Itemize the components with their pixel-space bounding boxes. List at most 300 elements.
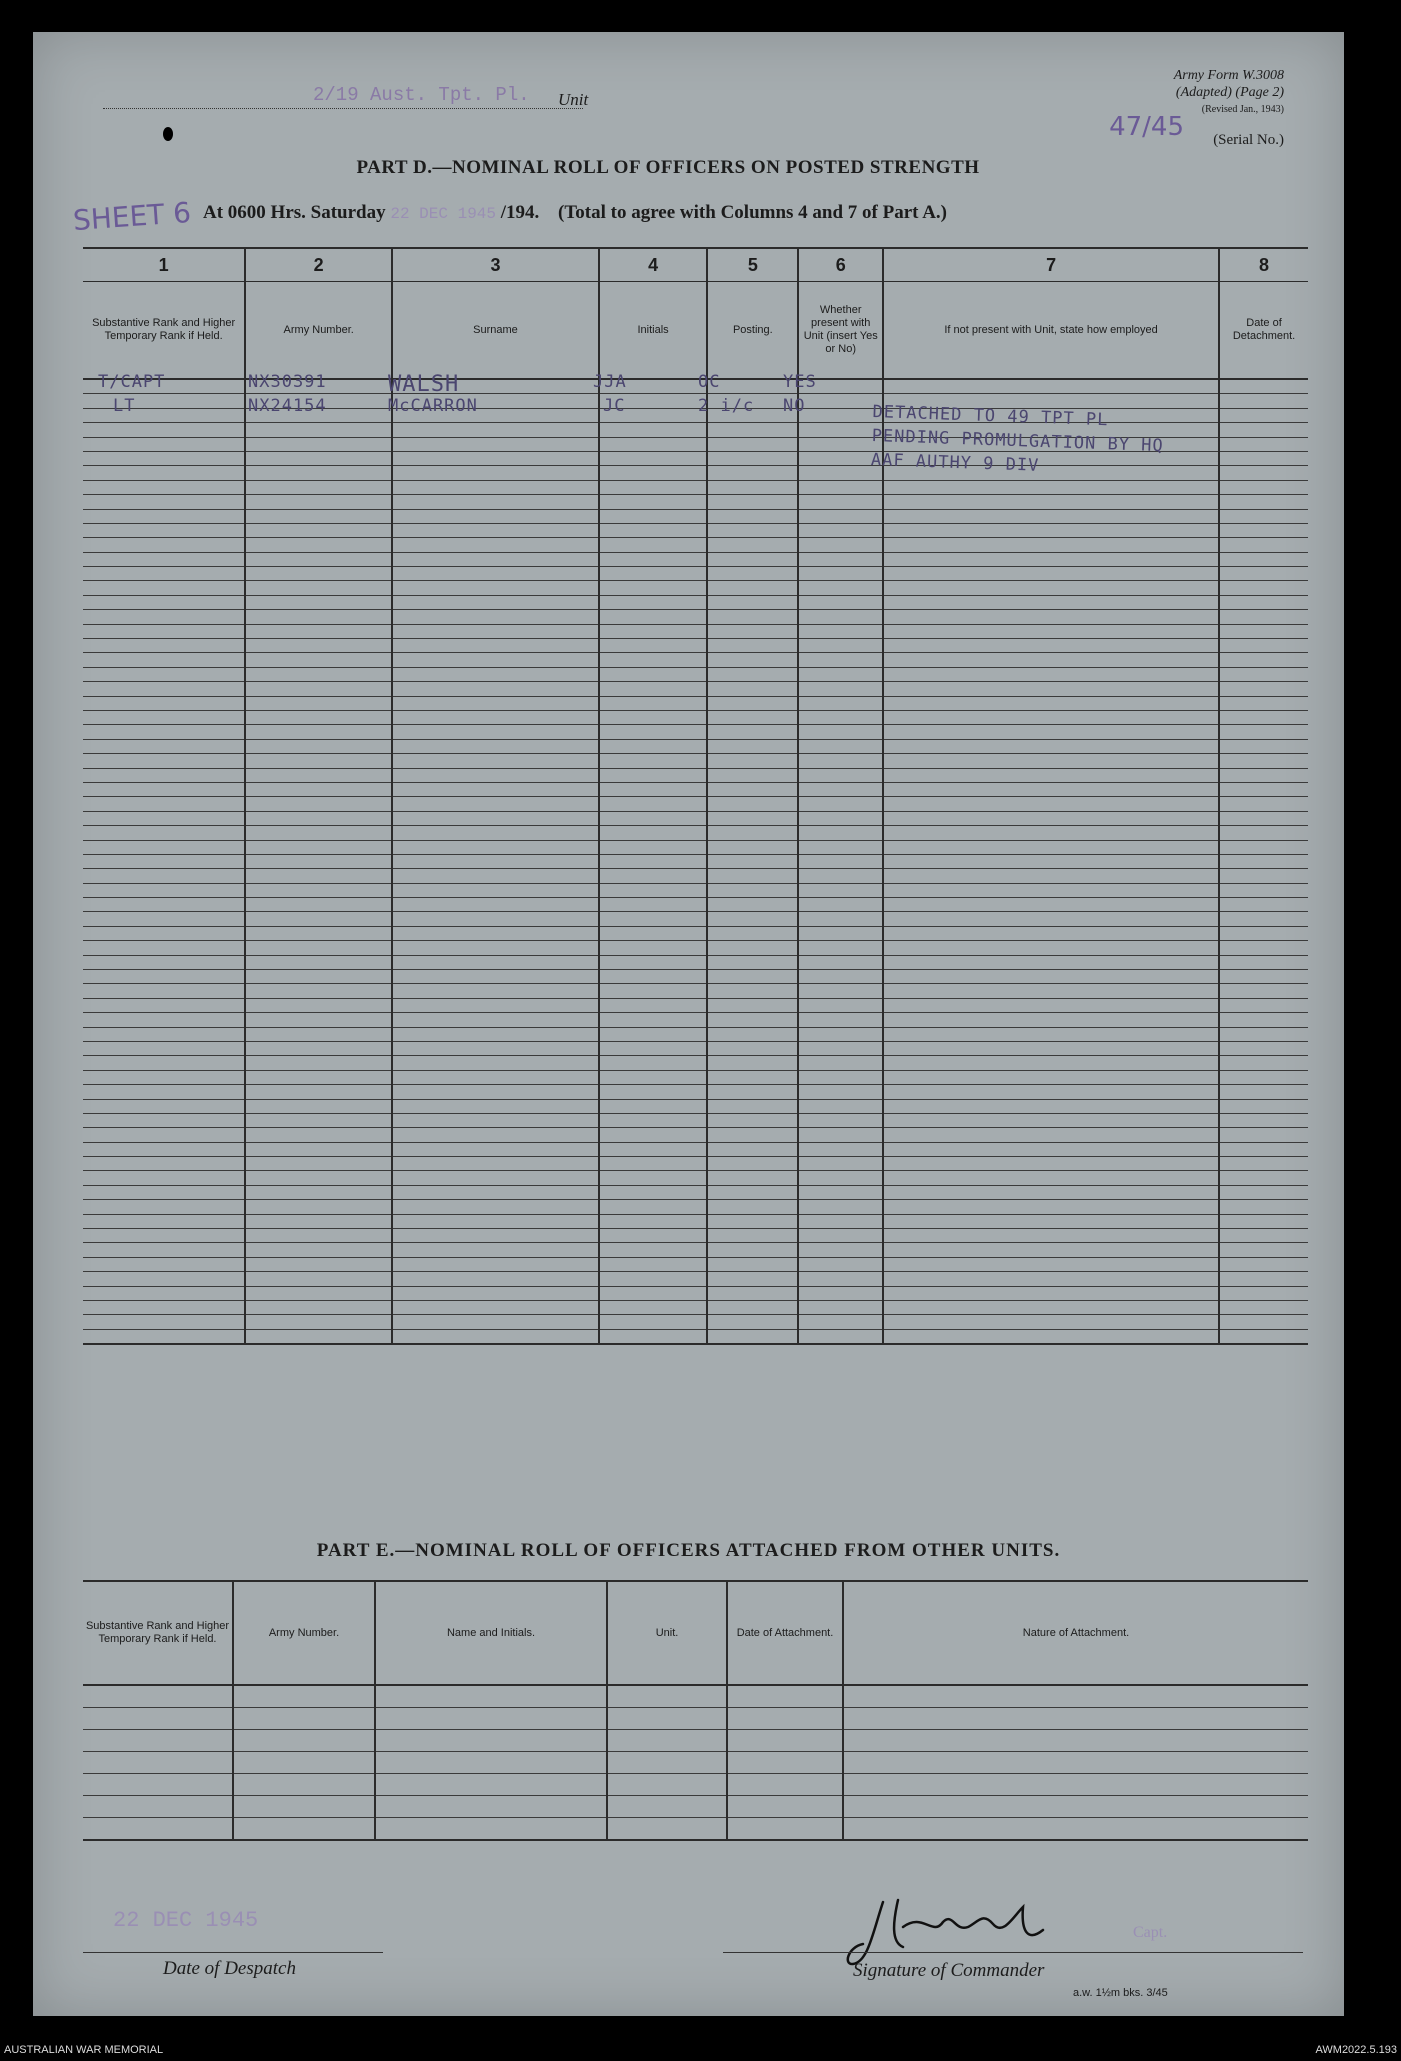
table-cell bbox=[798, 1070, 883, 1084]
table-cell bbox=[798, 696, 883, 710]
table-cell bbox=[83, 984, 245, 998]
table-cell bbox=[798, 1315, 883, 1329]
table-cell bbox=[798, 1243, 883, 1257]
table-cell bbox=[707, 509, 798, 523]
table-cell bbox=[798, 826, 883, 840]
table-cell bbox=[883, 610, 1219, 624]
table-cell bbox=[798, 480, 883, 494]
entry-surname: WALSH bbox=[388, 372, 460, 397]
table-row bbox=[83, 610, 1308, 624]
table-row bbox=[83, 581, 1308, 595]
table-cell bbox=[798, 970, 883, 984]
table-cell bbox=[707, 696, 798, 710]
table-cell bbox=[607, 1685, 727, 1708]
table-cell bbox=[707, 610, 798, 624]
table-cell bbox=[707, 754, 798, 768]
table-cell bbox=[727, 1708, 843, 1730]
table-cell bbox=[1219, 1257, 1308, 1271]
table-cell bbox=[883, 1200, 1219, 1214]
table-cell bbox=[245, 1142, 392, 1156]
printer-note: a.w. 1½m bks. 3/45 bbox=[1073, 1987, 1168, 1999]
table-cell bbox=[599, 912, 708, 926]
date-suffix: /194. bbox=[500, 202, 540, 223]
table-row bbox=[83, 1056, 1308, 1070]
table-cell bbox=[599, 1027, 708, 1041]
table-cell bbox=[798, 1085, 883, 1099]
table-cell bbox=[599, 1013, 708, 1027]
table-cell bbox=[707, 941, 798, 955]
table-cell bbox=[707, 1200, 798, 1214]
table-cell bbox=[883, 667, 1219, 681]
table-cell bbox=[599, 437, 708, 451]
table-cell bbox=[883, 955, 1219, 969]
col-header-rank: Substantive Rank and Higher Temporary Rank if Held. bbox=[83, 282, 245, 380]
table-cell bbox=[1219, 1214, 1308, 1228]
table-cell bbox=[83, 797, 245, 811]
table-cell bbox=[83, 811, 245, 825]
serial-label: (Serial No.) bbox=[1213, 132, 1284, 148]
table-cell bbox=[83, 552, 245, 566]
table-cell bbox=[83, 1041, 245, 1055]
table-cell bbox=[599, 1272, 708, 1286]
col-header-army-number: Army Number. bbox=[245, 282, 392, 380]
serial-number: 47/45 bbox=[1109, 112, 1184, 142]
table-cell bbox=[798, 682, 883, 696]
table-cell bbox=[83, 1171, 245, 1185]
table-cell bbox=[1219, 696, 1308, 710]
table-cell bbox=[392, 509, 599, 523]
table-cell bbox=[883, 782, 1219, 796]
at-date-line bbox=[203, 202, 947, 224]
table-row bbox=[83, 653, 1308, 667]
table-cell bbox=[83, 1013, 245, 1027]
table-cell bbox=[707, 970, 798, 984]
table-row bbox=[83, 682, 1308, 696]
table-cell bbox=[83, 610, 245, 624]
table-cell bbox=[245, 1157, 392, 1171]
table-cell bbox=[599, 1243, 708, 1257]
table-cell bbox=[798, 538, 883, 552]
table-cell bbox=[883, 595, 1219, 609]
table-cell bbox=[599, 1113, 708, 1127]
table-cell bbox=[245, 682, 392, 696]
table-cell bbox=[599, 826, 708, 840]
table-cell bbox=[798, 495, 883, 509]
table-row bbox=[83, 1027, 1308, 1041]
table-cell bbox=[1219, 1113, 1308, 1127]
table-cell bbox=[1219, 1027, 1308, 1041]
table-cell bbox=[883, 581, 1219, 595]
table-cell bbox=[83, 1200, 245, 1214]
table-row bbox=[83, 782, 1308, 796]
table-cell bbox=[798, 639, 883, 653]
col-number: 1 bbox=[83, 248, 245, 282]
table-cell bbox=[883, 696, 1219, 710]
table-cell bbox=[245, 869, 392, 883]
table-row bbox=[83, 1708, 1308, 1730]
table-cell bbox=[83, 595, 245, 609]
table-cell bbox=[707, 1142, 798, 1156]
table-cell bbox=[245, 1070, 392, 1084]
table-row bbox=[83, 1013, 1308, 1027]
table-cell bbox=[599, 869, 708, 883]
col-number: 4 bbox=[599, 248, 708, 282]
table-cell bbox=[392, 1099, 599, 1113]
table-cell bbox=[83, 768, 245, 782]
table-cell bbox=[798, 1041, 883, 1055]
table-cell bbox=[1219, 840, 1308, 854]
table-cell bbox=[599, 739, 708, 753]
table-cell bbox=[1219, 768, 1308, 782]
table-cell bbox=[392, 423, 599, 437]
table-cell bbox=[83, 1157, 245, 1171]
table-cell bbox=[245, 595, 392, 609]
table-cell bbox=[707, 1113, 798, 1127]
table-cell bbox=[798, 869, 883, 883]
table-cell bbox=[1219, 595, 1308, 609]
table-cell bbox=[392, 1171, 599, 1185]
table-cell bbox=[798, 1286, 883, 1300]
table-cell bbox=[83, 480, 245, 494]
table-cell bbox=[392, 768, 599, 782]
col-number: 2 bbox=[245, 248, 392, 282]
table-cell bbox=[83, 970, 245, 984]
table-cell bbox=[798, 394, 883, 408]
table-cell bbox=[707, 710, 798, 724]
table-cell bbox=[798, 797, 883, 811]
col-header-employed: If not present with Unit, state how employed bbox=[883, 282, 1219, 380]
table-cell bbox=[83, 710, 245, 724]
table-cell bbox=[392, 1315, 599, 1329]
table-cell bbox=[392, 754, 599, 768]
table-cell bbox=[883, 941, 1219, 955]
table-cell bbox=[798, 1229, 883, 1243]
table-cell bbox=[83, 782, 245, 796]
table-cell bbox=[245, 495, 392, 509]
table-cell bbox=[1219, 682, 1308, 696]
table-cell bbox=[245, 797, 392, 811]
table-cell bbox=[798, 581, 883, 595]
table-cell bbox=[392, 854, 599, 868]
table-cell bbox=[83, 754, 245, 768]
table-row bbox=[83, 523, 1308, 537]
table-cell bbox=[83, 567, 245, 581]
table-cell bbox=[392, 710, 599, 724]
table-cell bbox=[883, 984, 1219, 998]
column-header-row bbox=[83, 282, 1308, 380]
table-cell bbox=[392, 1229, 599, 1243]
table-cell bbox=[798, 854, 883, 868]
table-cell bbox=[1219, 451, 1308, 465]
table-cell bbox=[883, 883, 1219, 897]
table-cell bbox=[599, 1229, 708, 1243]
table-cell bbox=[245, 1272, 392, 1286]
table-cell bbox=[392, 610, 599, 624]
table-cell bbox=[599, 768, 708, 782]
table-cell bbox=[245, 1200, 392, 1214]
table-cell bbox=[707, 653, 798, 667]
despatch-line bbox=[83, 1952, 383, 1953]
table-cell bbox=[599, 1157, 708, 1171]
entry-number: NX24154 bbox=[248, 396, 327, 416]
table-cell bbox=[245, 1171, 392, 1185]
table-cell bbox=[707, 567, 798, 581]
table-row bbox=[83, 883, 1308, 897]
table-cell bbox=[798, 1099, 883, 1113]
entry-rank: LT bbox=[113, 396, 136, 416]
table-row bbox=[83, 926, 1308, 940]
table-cell bbox=[83, 1315, 245, 1329]
punch-hole bbox=[163, 127, 173, 141]
table-cell bbox=[599, 1315, 708, 1329]
table-row bbox=[83, 1113, 1308, 1127]
table-cell bbox=[1219, 1085, 1308, 1099]
table-cell bbox=[245, 624, 392, 638]
table-cell bbox=[883, 1315, 1219, 1329]
table-row bbox=[83, 1329, 1308, 1344]
table-cell bbox=[1219, 610, 1308, 624]
table-cell bbox=[798, 998, 883, 1012]
table-cell bbox=[83, 826, 245, 840]
table-cell bbox=[392, 1200, 599, 1214]
table-cell bbox=[607, 1774, 727, 1796]
table-cell bbox=[1219, 1229, 1308, 1243]
table-cell bbox=[798, 898, 883, 912]
table-cell bbox=[599, 782, 708, 796]
table-cell bbox=[245, 653, 392, 667]
table-cell bbox=[1219, 883, 1308, 897]
table-cell bbox=[83, 1185, 245, 1199]
table-cell bbox=[83, 840, 245, 854]
table-cell bbox=[883, 869, 1219, 883]
table-cell bbox=[599, 624, 708, 638]
table-cell bbox=[707, 1185, 798, 1199]
entry-rank: T/CAPT bbox=[98, 372, 166, 392]
table-cell bbox=[798, 1157, 883, 1171]
table-cell bbox=[83, 1142, 245, 1156]
table-cell bbox=[392, 466, 599, 480]
table-cell bbox=[245, 1301, 392, 1315]
table-cell bbox=[1219, 826, 1308, 840]
table-row bbox=[83, 710, 1308, 724]
table-cell bbox=[883, 682, 1219, 696]
table-row bbox=[83, 1796, 1308, 1818]
table-row bbox=[83, 1200, 1308, 1214]
table-cell bbox=[233, 1774, 375, 1796]
table-cell bbox=[245, 1243, 392, 1257]
table-cell bbox=[83, 725, 245, 739]
table-cell bbox=[707, 581, 798, 595]
table-cell bbox=[599, 1329, 708, 1344]
table-cell bbox=[1219, 1157, 1308, 1171]
table-row bbox=[83, 970, 1308, 984]
table-cell bbox=[707, 523, 798, 537]
col-header-attachment-date: Date of Attachment. bbox=[727, 1581, 843, 1685]
table-cell bbox=[798, 984, 883, 998]
signature-line bbox=[723, 1952, 1303, 1953]
table-cell bbox=[83, 1286, 245, 1300]
table-cell bbox=[707, 739, 798, 753]
table-cell bbox=[83, 696, 245, 710]
table-cell bbox=[798, 1301, 883, 1315]
table-cell bbox=[1219, 898, 1308, 912]
total-note: (Total to agree with Columns 4 and 7 of Part A.) bbox=[558, 202, 948, 223]
table-row bbox=[83, 696, 1308, 710]
table-cell bbox=[707, 1056, 798, 1070]
table-cell bbox=[83, 667, 245, 681]
table-cell bbox=[392, 667, 599, 681]
table-cell bbox=[707, 1229, 798, 1243]
table-cell bbox=[607, 1730, 727, 1752]
table-cell bbox=[1219, 1099, 1308, 1113]
part-e-rows bbox=[83, 1685, 1308, 1840]
table-row bbox=[83, 1301, 1308, 1315]
table-cell bbox=[392, 480, 599, 494]
table-cell bbox=[245, 1128, 392, 1142]
table-cell bbox=[245, 1257, 392, 1271]
table-cell bbox=[707, 495, 798, 509]
table-cell bbox=[727, 1685, 843, 1708]
table-cell bbox=[798, 926, 883, 940]
table-cell bbox=[1219, 1142, 1308, 1156]
col-number: 8 bbox=[1219, 248, 1308, 282]
table-cell bbox=[798, 710, 883, 724]
table-cell bbox=[392, 696, 599, 710]
table-cell bbox=[392, 782, 599, 796]
table-cell bbox=[392, 1243, 599, 1257]
table-cell bbox=[707, 1214, 798, 1228]
table-cell bbox=[607, 1796, 727, 1818]
table-cell bbox=[707, 869, 798, 883]
table-cell bbox=[1219, 1041, 1308, 1055]
table-cell bbox=[707, 1027, 798, 1041]
table-cell bbox=[392, 1085, 599, 1099]
table-cell bbox=[707, 1272, 798, 1286]
table-row bbox=[83, 1752, 1308, 1774]
table-cell bbox=[83, 1752, 233, 1774]
table-cell bbox=[883, 538, 1219, 552]
table-cell bbox=[707, 1157, 798, 1171]
table-cell bbox=[707, 538, 798, 552]
table-cell bbox=[83, 1099, 245, 1113]
table-cell bbox=[375, 1685, 607, 1708]
table-cell bbox=[883, 1329, 1219, 1344]
table-cell bbox=[883, 725, 1219, 739]
table-cell bbox=[843, 1774, 1308, 1796]
table-cell bbox=[798, 768, 883, 782]
at-prefix: At 0600 Hrs. Saturday bbox=[203, 202, 386, 223]
table-cell bbox=[245, 1113, 392, 1127]
col-header-surname: Surname bbox=[392, 282, 599, 380]
table-cell bbox=[83, 466, 245, 480]
table-cell bbox=[392, 495, 599, 509]
table-cell bbox=[707, 1243, 798, 1257]
table-cell bbox=[1219, 754, 1308, 768]
table-cell bbox=[83, 1272, 245, 1286]
table-cell bbox=[392, 926, 599, 940]
table-cell bbox=[599, 509, 708, 523]
table-cell bbox=[599, 567, 708, 581]
table-row bbox=[83, 1142, 1308, 1156]
table-cell bbox=[798, 782, 883, 796]
table-cell bbox=[883, 826, 1219, 840]
table-cell bbox=[1219, 1315, 1308, 1329]
table-row bbox=[83, 1085, 1308, 1099]
table-cell bbox=[1219, 869, 1308, 883]
table-cell bbox=[883, 1171, 1219, 1185]
table-cell bbox=[245, 826, 392, 840]
table-cell bbox=[245, 639, 392, 653]
table-cell bbox=[392, 984, 599, 998]
table-cell bbox=[83, 854, 245, 868]
table-cell bbox=[599, 1085, 708, 1099]
table-row bbox=[83, 1214, 1308, 1228]
table-cell bbox=[245, 955, 392, 969]
table-cell bbox=[1219, 1301, 1308, 1315]
table-cell bbox=[83, 1113, 245, 1127]
table-cell bbox=[707, 423, 798, 437]
table-cell bbox=[375, 1708, 607, 1730]
table-cell bbox=[707, 1128, 798, 1142]
table-cell bbox=[392, 653, 599, 667]
table-row bbox=[83, 869, 1308, 883]
table-cell bbox=[392, 811, 599, 825]
table-cell bbox=[607, 1752, 727, 1774]
table-cell bbox=[1219, 495, 1308, 509]
entry-posting: OC bbox=[698, 372, 721, 392]
col-number: 7 bbox=[883, 248, 1219, 282]
table-cell bbox=[83, 495, 245, 509]
table-cell bbox=[883, 1056, 1219, 1070]
table-cell bbox=[375, 1730, 607, 1752]
table-cell bbox=[83, 639, 245, 653]
table-row bbox=[83, 1099, 1308, 1113]
col-header-name: Name and Initials. bbox=[375, 1581, 607, 1685]
table-cell bbox=[83, 941, 245, 955]
table-cell bbox=[727, 1730, 843, 1752]
table-cell bbox=[798, 725, 883, 739]
archive-caption-right: AWM2022.5.193 bbox=[1315, 2044, 1397, 2056]
table-cell bbox=[798, 955, 883, 969]
table-cell bbox=[707, 1013, 798, 1027]
table-cell bbox=[392, 1329, 599, 1344]
table-cell bbox=[245, 1329, 392, 1344]
table-row bbox=[83, 1774, 1308, 1796]
table-cell bbox=[707, 768, 798, 782]
table-row bbox=[83, 1070, 1308, 1084]
table-cell bbox=[843, 1708, 1308, 1730]
table-cell bbox=[1219, 854, 1308, 868]
table-cell bbox=[707, 1099, 798, 1113]
entry-initials: JC bbox=[603, 396, 626, 416]
table-cell bbox=[1219, 725, 1308, 739]
table-cell bbox=[883, 1243, 1219, 1257]
table-cell bbox=[707, 1329, 798, 1344]
col-header-initials: Initials bbox=[599, 282, 708, 380]
table-cell bbox=[798, 653, 883, 667]
table-row bbox=[83, 495, 1308, 509]
table-cell bbox=[245, 739, 392, 753]
table-cell bbox=[1219, 1185, 1308, 1199]
table-cell bbox=[798, 912, 883, 926]
table-row bbox=[83, 797, 1308, 811]
table-cell bbox=[245, 1027, 392, 1041]
table-cell bbox=[883, 1229, 1219, 1243]
table-cell bbox=[245, 970, 392, 984]
table-cell bbox=[883, 523, 1219, 537]
col-header-army-number: Army Number. bbox=[233, 1581, 375, 1685]
table-cell bbox=[83, 423, 245, 437]
